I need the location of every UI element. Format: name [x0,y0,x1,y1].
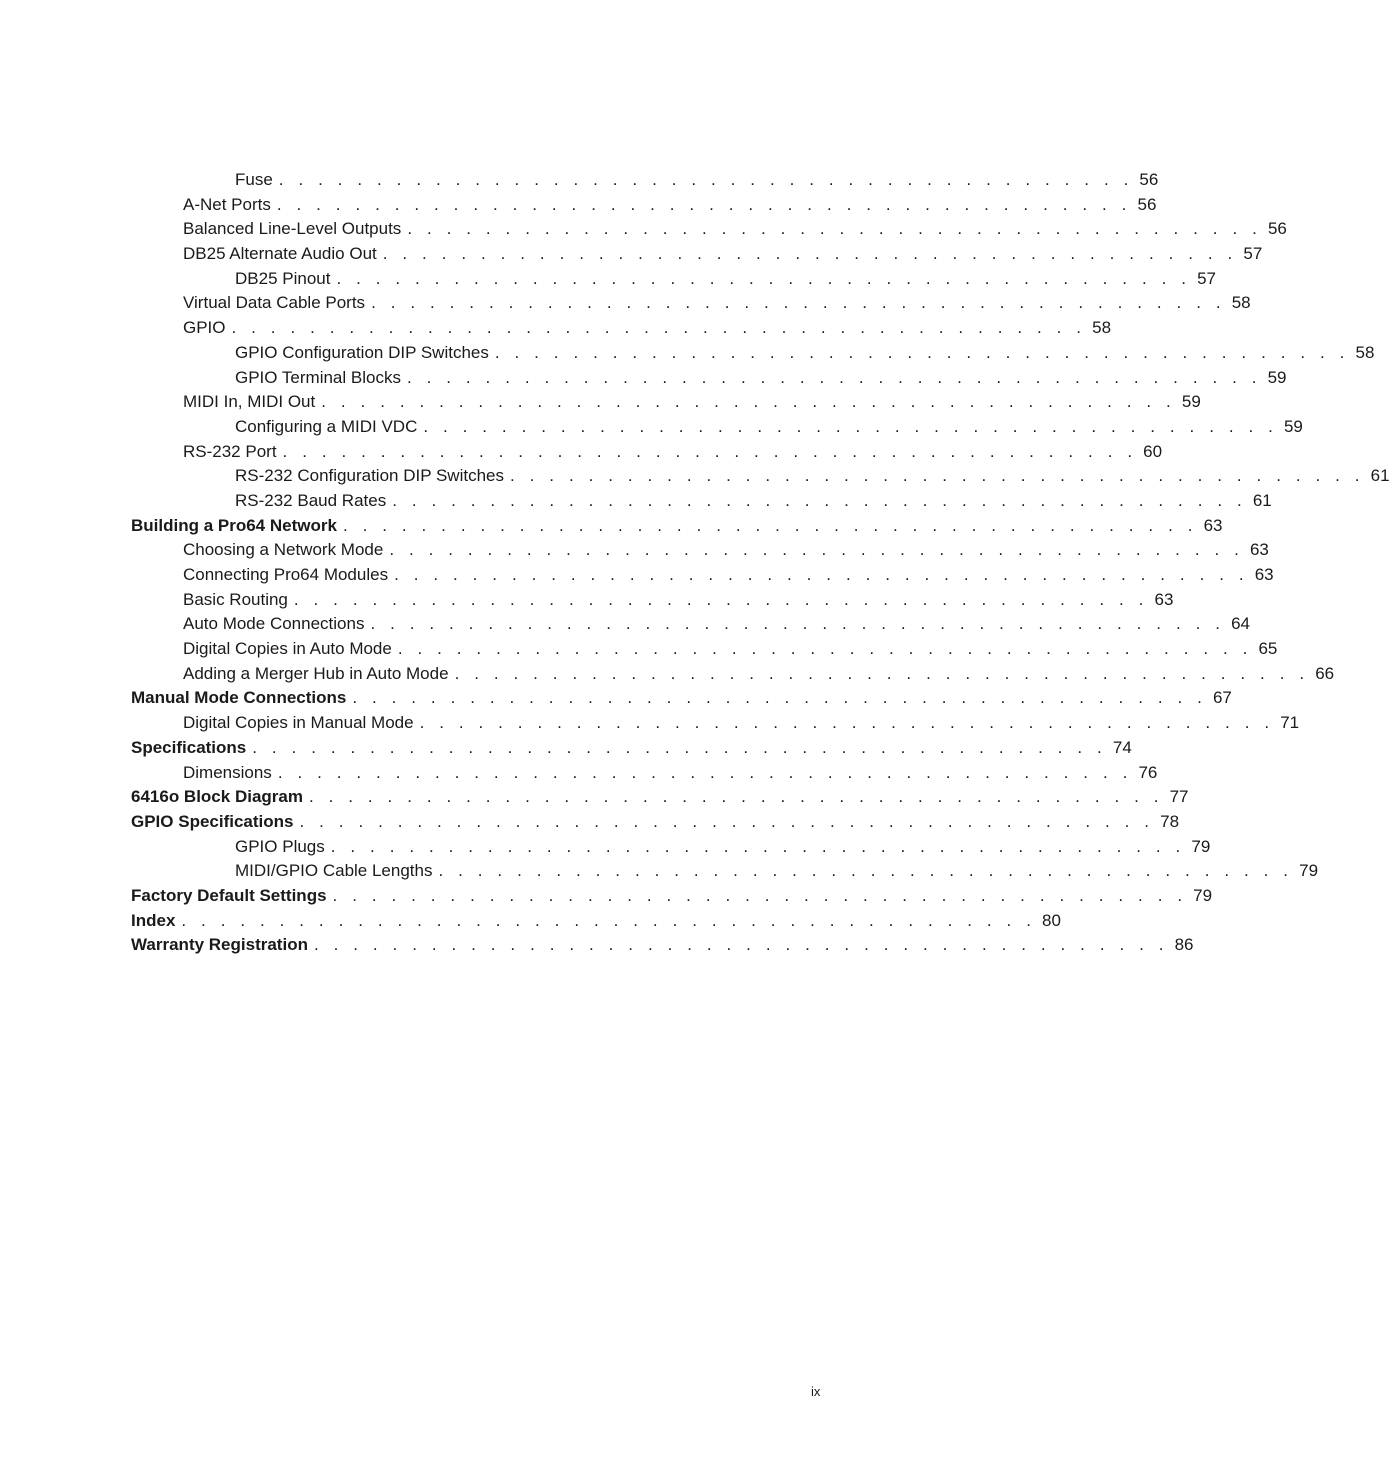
table-of-contents [131,168,1390,958]
dot-leader: . . . . . . . . . . . . . . . . . . . . . . . . . . . . . . . . . . . . . . . . . . . . [419,713,1275,733]
toc-entry-page-number: 63 [1203,515,1223,535]
dot-leader: . . . . . . . . . . . . . . . . . . . . . . . . . . . . . . . . . . . . . . . . . . . . [308,787,1164,807]
dot-leader: . . . . . . . . . . . . . . . . . . . . . . . . . . . . . . . . . . . . . . . . . . . . [276,194,1132,214]
toc-entry[interactable] [131,341,1375,366]
dot-leader: . . . . . . . . . . . . . . . . . . . . . . . . . . . . . . . . . . . . . . . . . . . . [252,737,1107,757]
toc-entry[interactable] [131,612,1250,637]
toc-entry-title: GPIO Plugs [235,836,325,856]
toc-entry[interactable] [131,835,1211,860]
toc-entry-title: Warranty Registration [131,935,308,955]
dot-leader: . . . . . . . . . . . . . . . . . . . . . . . . . . . . . . . . . . . . . . . . . . . . [299,811,1155,831]
toc-entry[interactable] [131,662,1335,687]
toc-entry[interactable] [131,933,1194,958]
dot-leader: . . . . . . . . . . . . . . . . . . . . . . . . . . . . . . . . . . . . . . . . . . . . [277,762,1133,782]
toc-entry[interactable] [131,785,1189,810]
toc-entry-title: Virtual Data Cable Ports [183,293,366,313]
toc-entry-title: Index [131,910,176,930]
toc-entry-page-number: 58 [1355,342,1375,362]
dot-leader: . . . . . . . . . . . . . . . . . . . . . . . . . . . . . . . . . . . . . . . . . . . . [389,540,1244,560]
dot-leader: . . . . . . . . . . . . . . . . . . . . . . . . . . . . . . . . . . . . . . . . . . . . [510,466,1365,486]
toc-entry-title: Dimensions [183,762,272,782]
toc-entry[interactable] [131,193,1157,218]
toc-entry-page-number: 86 [1174,935,1194,955]
toc-entry-title: Specifications [131,737,247,757]
toc-entry-page-number: 57 [1243,244,1263,264]
toc-entry[interactable] [131,686,1232,711]
dot-leader: . . . . . . . . . . . . . . . . . . . . . . . . . . . . . . . . . . . . . . . . . . . . [382,244,1238,264]
toc-entry-title: Basic Routing [183,589,288,609]
toc-entry-page-number: 80 [1042,910,1061,930]
toc-entry-title: Choosing a Network Mode [183,540,384,560]
toc-entry-title: 6416o Block Diagram [131,787,303,807]
toc-entry-page-number: 74 [1112,737,1132,757]
toc-entry-page-number: 56 [1137,194,1157,214]
toc-entry-page-number: 63 [1254,565,1274,584]
toc-entry-page-number: 59 [1283,416,1303,436]
toc-entry[interactable] [131,390,1201,415]
toc-entry[interactable] [131,168,1159,193]
toc-entry-page-number: 77 [1169,787,1189,807]
toc-entry-page-number: 66 [1315,663,1335,683]
toc-entry[interactable] [131,711,1300,736]
toc-entry[interactable] [131,415,1303,440]
toc-entry-page-number: 67 [1212,688,1232,708]
toc-entry-title: Factory Default Settings [131,885,327,905]
toc-entry-title: DB25 Alternate Audio Out [183,244,377,264]
toc-entry-title: GPIO [183,318,226,338]
toc-entry[interactable] [131,267,1216,292]
toc-entry-title: Digital Copies in Auto Mode [183,639,392,659]
toc-entry[interactable] [131,884,1213,909]
toc-entry[interactable] [131,637,1278,662]
toc-entry[interactable] [131,909,1061,934]
toc-entry-title: Fuse [235,170,273,189]
toc-entry[interactable] [131,242,1263,267]
toc-entry-page-number: 60 [1143,441,1163,461]
toc-entry-page-number: 59 [1181,392,1201,412]
dot-leader: . . . . . . . . . . . . . . . . . . . . . . . . . . . . . . . . . . . . . . . . . . . . [438,861,1294,881]
toc-entry-page-number: 63 [1249,540,1269,560]
dot-leader: . . . . . . . . . . . . . . . . . . . . . . . . . . . . . . . . . . . . . . . . . . . . [342,515,1198,535]
dot-leader: . . . . . . . . . . . . . . . . . . . . . . . . . . . . . . . . . . . . . . . . . . . . [352,688,1207,708]
toc-entry[interactable] [131,440,1163,465]
toc-entry-title: Configuring a MIDI VDC [235,416,418,436]
toc-entry-page-number: 79 [1299,861,1319,881]
toc-entry-page-number: 56 [1267,219,1287,239]
toc-entry-page-number: 71 [1280,713,1300,733]
toc-entry[interactable] [131,563,1274,588]
toc-entry-page-number: 78 [1160,811,1180,831]
dot-leader: . . . . . . . . . . . . . . . . . . . . . . . . . . . . . . . . . . . . . . . . . . . . [423,416,1278,436]
dot-leader: . . . . . . . . . . . . . . . . . . . . . . . . . . . . . . . . . . . . . . . . . . . . [313,935,1169,955]
dot-leader: . . . . . . . . . . . . . . . . . . . . . . . . . . . . . . . . . . . . . . . . . . . . [278,170,1134,189]
toc-entry-title: Manual Mode Connections [131,688,347,708]
toc-entry-title: MIDI In, MIDI Out [183,392,316,412]
dot-leader: . . . . . . . . . . . . . . . . . . . . . . . . . . . . . . . . . . . . . . . . . . . . [397,639,1253,659]
dot-leader: . . . . . . . . . . . . . . . . . . . . . . . . . . . . . . . . . . . . . . . . . . . . [181,910,1037,930]
dot-leader: . . . . . . . . . . . . . . . . . . . . . . . . . . . . . . . . . . . . . . . . . . . . [392,490,1247,510]
dot-leader: . . . . . . . . . . . . . . . . . . . . . . . . . . . . . . . . . . . . . . . . . . . . [282,441,1138,461]
toc-entry-page-number: 76 [1138,762,1158,782]
toc-entry-page-number: 56 [1139,170,1159,189]
toc-entry-title: GPIO Specifications [131,811,294,831]
toc-entry-page-number: 64 [1231,614,1250,634]
toc-entry-title: DB25 Pinout [235,268,331,288]
toc-entry-page-number: 79 [1193,885,1213,905]
dot-leader: . . . . . . . . . . . . . . . . . . . . . . . . . . . . . . . . . . . . . . . . . . . . [371,293,1226,313]
toc-entry-title: A-Net Ports [183,194,271,214]
dot-leader: . . . . . . . . . . . . . . . . . . . . . . . . . . . . . . . . . . . . . . . . . . . . [406,367,1262,387]
dot-leader: . . . . . . . . . . . . . . . . . . . . . . . . . . . . . . . . . . . . . . . . . . . . [394,565,1249,584]
toc-entry-title: Auto Mode Connections [183,614,365,634]
toc-entry-page-number: 58 [1092,318,1112,338]
toc-entry[interactable] [131,489,1272,514]
toc-entry-page-number: 59 [1267,367,1287,387]
toc-entry-title: MIDI/GPIO Cable Lengths [235,861,433,881]
toc-entry-title: GPIO Configuration DIP Switches [235,342,489,362]
toc-entry-page-number: 58 [1231,293,1251,313]
toc-entry[interactable] [131,366,1287,391]
toc-entry-title: Building a Pro64 Network [131,515,337,535]
toc-entry-title: RS-232 Port [183,441,277,461]
toc-entry[interactable] [131,514,1223,539]
toc-entry-title: GPIO Terminal Blocks [235,367,401,387]
toc-entry-page-number: 57 [1197,268,1216,288]
toc-entry-title: Adding a Merger Hub in Auto Mode [183,663,449,683]
dot-leader: . . . . . . . . . . . . . . . . . . . . . . . . . . . . . . . . . . . . . . . . . . . . [231,318,1087,338]
toc-entry[interactable] [131,538,1269,563]
toc-entry-page-number: 61 [1370,466,1390,486]
dot-leader: . . . . . . . . . . . . . . . . . . . . . . . . . . . . . . . . . . . . . . . . . . . . [454,663,1310,683]
toc-entry-title: Connecting Pro64 Modules [183,565,389,584]
toc-entry[interactable] [131,464,1390,489]
dot-leader: . . . . . . . . . . . . . . . . . . . . . . . . . . . . . . . . . . . . . . . . . . . . [293,589,1149,609]
toc-entry-page-number: 61 [1252,490,1272,510]
toc-entry-page-number: 65 [1258,639,1278,659]
toc-entry[interactable] [131,736,1132,761]
toc-entry[interactable] [131,588,1174,613]
dot-leader: . . . . . . . . . . . . . . . . . . . . . . . . . . . . . . . . . . . . . . . . . . . . [407,219,1262,239]
toc-entry-title: RS-232 Baud Rates [235,490,387,510]
toc-entry[interactable] [131,217,1287,242]
toc-entry[interactable] [131,859,1319,884]
toc-entry[interactable] [131,316,1112,341]
toc-entry-title: RS-232 Configuration DIP Switches [235,466,504,486]
dot-leader: . . . . . . . . . . . . . . . . . . . . . . . . . . . . . . . . . . . . . . . . . . . . [321,392,1176,412]
page-number-folio: ix [811,1384,821,1399]
toc-entry-page-number: 63 [1154,589,1174,609]
toc-entry[interactable] [131,291,1251,316]
toc-entry-page-number: 79 [1191,836,1211,856]
dot-leader: . . . . . . . . . . . . . . . . . . . . . . . . . . . . . . . . . . . . . . . . . . . . [330,836,1186,856]
toc-entry[interactable] [131,810,1180,835]
dot-leader: . . . . . . . . . . . . . . . . . . . . . . . . . . . . . . . . . . . . . . . . . . . . [370,614,1226,634]
dot-leader: . . . . . . . . . . . . . . . . . . . . . . . . . . . . . . . . . . . . . . . . . . . . [336,268,1192,288]
dot-leader: . . . . . . . . . . . . . . . . . . . . . . . . . . . . . . . . . . . . . . . . . . . . [332,885,1188,905]
toc-entry[interactable] [131,761,1158,786]
toc-entry-title: Balanced Line-Level Outputs [183,219,402,239]
dot-leader: . . . . . . . . . . . . . . . . . . . . . . . . . . . . . . . . . . . . . . . . . . . . [494,342,1350,362]
toc-entry-title: Digital Copies in Manual Mode [183,713,414,733]
